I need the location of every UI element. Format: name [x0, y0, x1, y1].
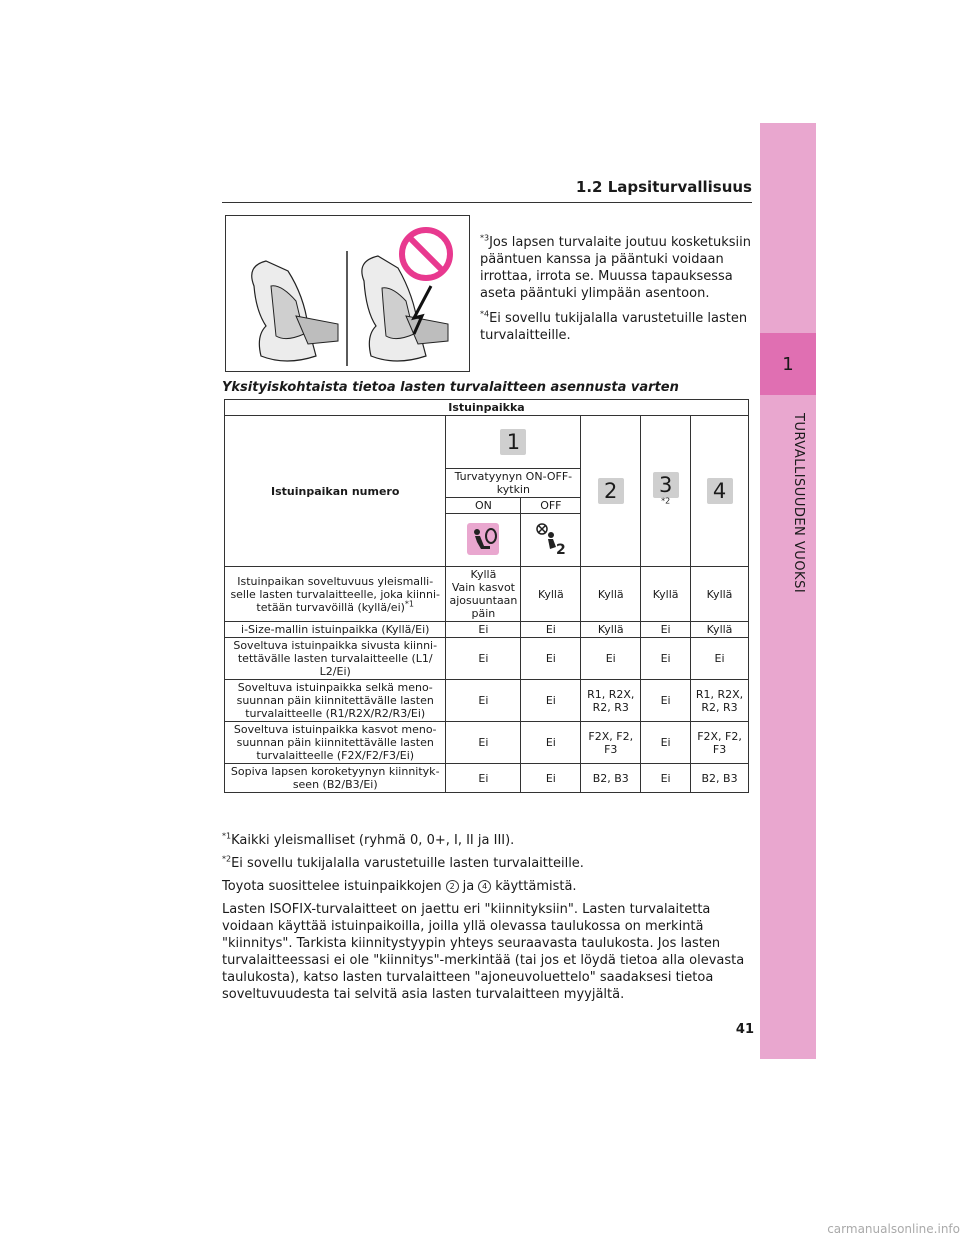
table-cell: Ei [641, 680, 691, 722]
table-cell: Ei [446, 722, 521, 764]
seat-number-4: 4 [707, 478, 733, 504]
table-cell: Kyllä [691, 622, 749, 638]
recommend-text: Toyota suosittelee istuinpaikkojen [222, 879, 442, 894]
svg-text:2: 2 [555, 541, 566, 556]
row-label: Soveltuva istuinpaikka selkä menosuunnan päin kiinnitettävälle lasten turvalaitteelle (R1/R2X/R2/R3/Ei) [225, 680, 446, 722]
note-3 [480, 234, 752, 302]
table-row [225, 764, 749, 793]
section-header: 1.2 Lapsiturvallisuus [222, 178, 752, 203]
seat-2-cell [581, 416, 641, 567]
table-cell: Ei [521, 722, 581, 764]
header-seat: Istuinpaikka [225, 400, 749, 416]
footnote-marker: *1 [222, 831, 232, 841]
table-cell: Ei [581, 638, 641, 680]
table-cell: B2, B3 [581, 764, 641, 793]
footnote-text: Kaikki yleismalliset (ryhmä 0, 0+, I, II ja III). [231, 833, 515, 848]
table-cell: Ei [641, 722, 691, 764]
table-cell: Ei [691, 638, 749, 680]
note-marker: *4 [480, 309, 490, 319]
seat-1-cell [446, 416, 581, 469]
watermark: carmanualsonline.info [827, 1222, 960, 1236]
table-row [225, 722, 749, 764]
table-cell: R1, R2X, R2, R3 [691, 680, 749, 722]
seat-compatibility-table [224, 399, 749, 793]
table-cell: Kyllä [581, 567, 641, 622]
passenger-airbag-off-icon [534, 522, 568, 556]
seat-number-3: 3 [653, 472, 679, 498]
on-label: ON [446, 498, 521, 514]
table-cell: Ei [446, 622, 521, 638]
table-cell: Kyllä [521, 567, 581, 622]
seat-ref-4: 4 [478, 880, 491, 893]
isofix-paragraph: Lasten ISOFIX-turvalaitteet on jaettu eri "kiinnityksiin". Lasten turvalaitetta voidaan käyttää istuinpaikoilla, joilla yllä olevassa taulukossa on merkintä "kiinnitys". Tarkista kiinnitystyypin yhteys seuraavasta taulukosta. Jos lasten turvalaitteessasi ei ole "kiinnitys"-merkintää (tai jos et löydä tietoa alla olevasta taulukosta), katso lasten turvalaitteen "ajoneuvoluettelo" saadaksesi tietoa soveltuvuudesta tai selvitä asia lasten turvalaitteen myyjältä. [222, 902, 745, 1002]
footnote-text: Ei sovellu tukijalalla varustetuille lasten turvalaitteille. [231, 856, 584, 871]
row-label-marker: *1 [404, 598, 415, 608]
row-label: Soveltuva istuinpaikka sivusta kiinnitettävälle lasten turvalaitteelle (L1/ L2/Ei) [225, 638, 446, 680]
header-seat-number: Istuinpaikan numero [225, 416, 446, 567]
seat-illustration [225, 215, 470, 372]
note-text: Ei sovellu tukijalalla varustetuille lasten turvalaitteille. [480, 311, 748, 343]
footnotes [222, 832, 754, 1009]
chapter-title: TURVALLISUUDEN VUOKSI [791, 413, 806, 594]
off-label: OFF [521, 498, 581, 514]
footnote-marker: *2 [222, 854, 232, 864]
on-icon-cell [446, 514, 521, 567]
table-cell: Kyllä [691, 567, 749, 622]
seat-3-marker: *2 [661, 495, 671, 505]
row-label: Sopiva lapsen koroketyynyn kiinnitykseen (B2/B3/Ei) [225, 764, 446, 793]
section-title: Yksityiskohtaista tietoa lasten turvalaitteen asennusta varten [222, 380, 679, 395]
seat-4-cell [691, 416, 749, 567]
table-cell: Kyllä Vain kasvot ajosuuntaan päin [446, 567, 521, 622]
row-label: Istuinpaikan soveltuvuus yleismalliselle lasten turvalaitteelle, joka kiinnitetään turvavöillä (kyllä/ei)$^{*1}$ [225, 567, 446, 622]
child-seat-headrest-icon [226, 216, 469, 371]
seat-ref-2: 2 [446, 880, 459, 893]
side-notes [480, 234, 752, 352]
table-cell: Ei [446, 638, 521, 680]
recommend-text: käyttämistä. [495, 879, 577, 894]
table-body [225, 567, 749, 793]
note-text: Jos lapsen turvalaite joutuu kosketuksiin pääntuen kanssa ja pääntuki voidaan irrottaa, irrota se. Muussa tapauksessa aseta pääntuki ylimpään asentoon. [480, 235, 751, 301]
recommend-text: ja [462, 879, 475, 894]
footnote-2 [222, 855, 754, 872]
table-cell: F2X, F2, F3 [581, 722, 641, 764]
table-cell: Ei [446, 680, 521, 722]
chapter-number-tab[interactable]: 1 [760, 333, 816, 395]
table-cell: F2X, F2, F3 [691, 722, 749, 764]
off-icon-cell [521, 514, 581, 567]
table-row [225, 567, 749, 622]
table-cell: Ei [521, 638, 581, 680]
note-4 [480, 310, 752, 344]
row-label: Soveltuva istuinpaikka kasvot menosuunnan päin kiinnitettävälle lasten turvalaitteelle (F2X/F2/F3/Ei) [225, 722, 446, 764]
table-cell: Kyllä [581, 622, 641, 638]
seat-number-2: 2 [598, 478, 624, 504]
page-number: 41 [735, 1022, 754, 1037]
footnote-1 [222, 832, 754, 849]
table-cell: Ei [641, 638, 691, 680]
table-cell: Ei [521, 764, 581, 793]
table-cell: B2, B3 [691, 764, 749, 793]
table-cell: Ei [521, 622, 581, 638]
table-row [225, 622, 749, 638]
table-cell: Kyllä [641, 567, 691, 622]
airbag-switch-label: Turvatyynyn ON-OFF-kytkin [446, 469, 581, 498]
table-cell: Ei [446, 764, 521, 793]
table-cell: Ei [521, 680, 581, 722]
recommendation [222, 878, 754, 895]
table-cell: R1, R2X, R2, R3 [581, 680, 641, 722]
row-label: i-Size-mallin istuinpaikka (Kyllä/Ei) [225, 622, 446, 638]
table-cell: Ei [641, 622, 691, 638]
seat-number-1: 1 [500, 429, 526, 455]
table-cell: Ei [641, 764, 691, 793]
table-row [225, 680, 749, 722]
table-row [225, 638, 749, 680]
seat-3-cell [641, 416, 691, 567]
chapter-sidebar [760, 123, 816, 1059]
airbag-on-icon [466, 522, 500, 556]
note-marker: *3 [480, 233, 490, 243]
